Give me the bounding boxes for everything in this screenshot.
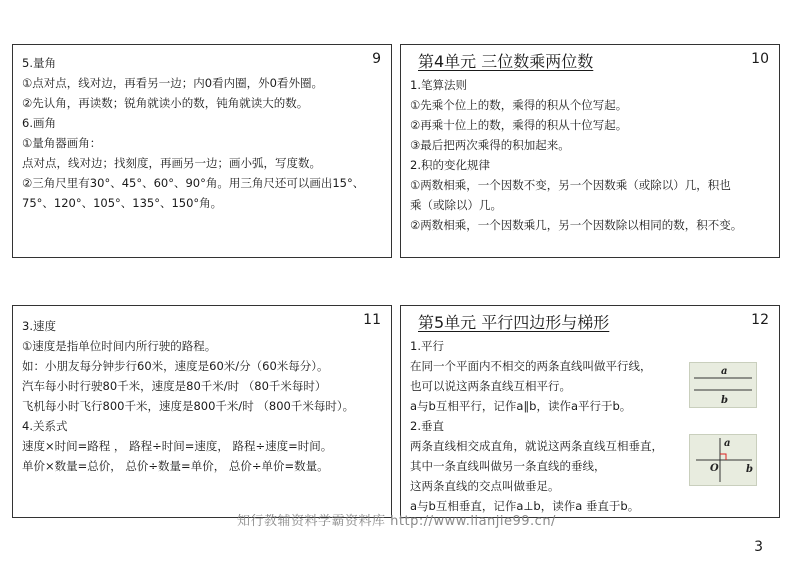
right-angle-mark <box>720 454 726 460</box>
text-line: 乘（或除以）几。 <box>410 198 502 212</box>
perpendicular-lines-svg <box>690 435 756 485</box>
label-o: O <box>710 463 719 474</box>
text-line: 2.积的变化规律 <box>410 158 490 172</box>
text-line: ①速度是指单位时间内所行驶的路程。 <box>22 339 217 353</box>
text-line: ①点对点，线对边，再看另一边；内0看内圈，外0看外圈。 <box>22 76 323 90</box>
text-line: 如：小朋友每分钟步行60米，速度是60米/分（60米每分）。 <box>22 359 329 373</box>
text-line: 2.垂直 <box>410 419 444 433</box>
text-line: 点对点，线对边；找刻度，再画另一边；画小弧，写度数。 <box>22 156 321 170</box>
text-line: 在同一个平面内不相交的两条直线叫做平行线， <box>410 359 652 373</box>
unit-title: 第5单元 平行四边形与梯形 <box>418 313 610 332</box>
text-line: 4.关系式 <box>22 419 68 433</box>
card-9 <box>12 44 392 258</box>
parallel-lines-figure <box>689 362 757 408</box>
parallel-lines-svg <box>690 363 756 407</box>
card-number: 12 <box>751 312 769 328</box>
page-number: 3 <box>754 539 763 555</box>
text-line: ③最后把两次乘得的积加起来。 <box>410 138 570 152</box>
unit-title: 第4单元 三位数乘两位数 <box>418 52 594 71</box>
watermark: 知行教辅资料学霸资料库 http://www.lianjie99.cn/ <box>237 514 556 529</box>
card-11 <box>12 305 392 518</box>
text-line: 5.量角 <box>22 56 56 70</box>
text-line: ①两数相乘，一个因数不变，另一个因数乘（或除以）几，积也 <box>410 178 731 192</box>
text-line: a与b互相垂直，记作a⊥b，读作a 垂直于b。 <box>410 499 640 513</box>
text-line: ②先认角，再读数；锐角就读小的数，钝角就读大的数。 <box>22 96 309 110</box>
text-line: 也可以说这两条直线互相平行。 <box>410 379 571 393</box>
text-line: 75°、120°、105°、135°、150°角。 <box>22 196 223 210</box>
text-line: 飞机每小时飞行800千米，速度是800千米/时 （800千米每时）。 <box>22 399 355 413</box>
label-a: a <box>721 366 728 377</box>
text-line: ②两数相乘，一个因数乘几，另一个因数除以相同的数，积不变。 <box>410 218 743 232</box>
perpendicular-lines-figure <box>689 434 757 486</box>
card-number: 9 <box>372 51 381 67</box>
text-line: 两条直线相交成直角，就说这两条直线互相垂直， <box>410 439 663 453</box>
text-line: ②再乘十位上的数，乘得的积从十位写起。 <box>410 118 628 132</box>
text-line: 1.平行 <box>410 339 444 353</box>
card-number: 10 <box>751 51 769 67</box>
card-10 <box>400 44 780 258</box>
text-line: 其中一条直线叫做另一条直线的垂线， <box>410 459 606 473</box>
card-number: 11 <box>363 312 381 328</box>
text-line: ②三角尺里有30°、45°、60°、90°角。用三角尺还可以画出15°、 <box>22 176 365 190</box>
text-line: 单价×数量=总价， 总价÷数量=单价， 总价÷单价=数量。 <box>22 459 329 473</box>
text-line: 6.画角 <box>22 116 56 130</box>
card-12 <box>400 305 780 518</box>
text-line: ①量角器画角： <box>22 136 102 150</box>
text-line: ①先乘个位上的数，乘得的积从个位写起。 <box>410 98 628 112</box>
text-line: 1.笔算法则 <box>410 78 467 92</box>
label-a: a <box>724 438 731 449</box>
text-line: 3.速度 <box>22 319 56 333</box>
text-line: 速度×时间=路程 ， 路程÷时间=速度， 路程÷速度=时间。 <box>22 439 333 453</box>
text-line: 汽车每小时行驶80千米，速度是80千米/时 （80千米每时） <box>22 379 327 393</box>
label-b: b <box>721 395 728 406</box>
label-b: b <box>746 464 753 475</box>
text-line: a与b互相平行，记作a∥b，读作a平行于b。 <box>410 399 632 413</box>
text-line: 这两条直线的交点叫做垂足。 <box>410 479 560 493</box>
